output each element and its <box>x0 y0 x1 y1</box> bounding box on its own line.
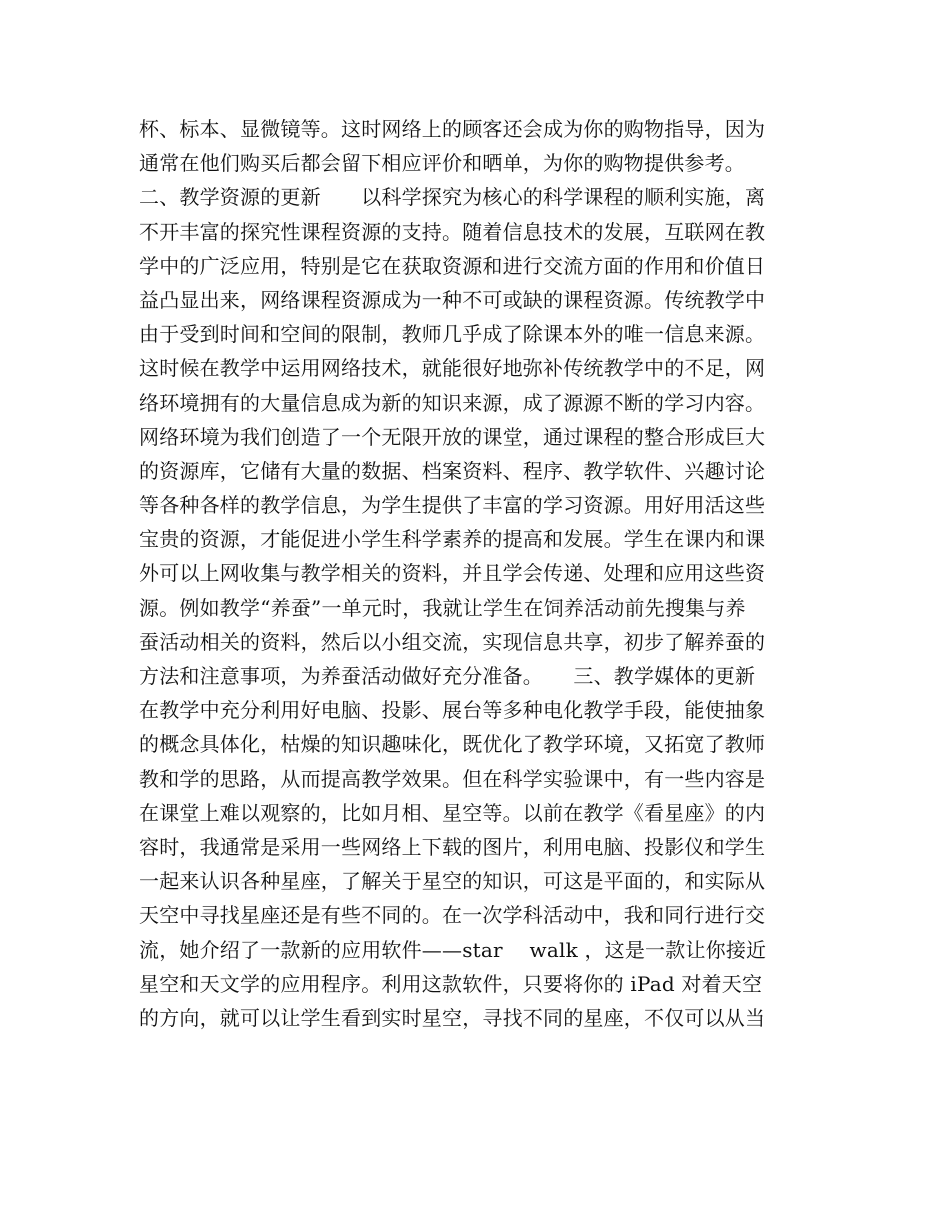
text-line: 方法和注意事项，为养蚕活动做好充分准备。 三、教学媒体的更新 <box>139 664 756 688</box>
text-line: 等各种各样的教学信息，为学生提供了丰富的学习资源。用好用活这些 <box>139 493 766 518</box>
text-line: 的概念具体化，枯燥的知识趣味化，既优化了教学环境，又拓宽了教师 <box>139 732 766 757</box>
text-line: 外可以上网收集与教学相关的资料，并且学会传递、处理和应用这些资 <box>139 561 766 586</box>
text-line: 宝贵的资源，才能促进小学生科学素养的提高和发展。学生在课内和课 <box>139 527 766 552</box>
text-line: 的资源库，它储有大量的数据、档案资料、程序、教学软件、兴趣讨论 <box>139 458 766 483</box>
text-line: 的方向，就可以让学生看到实时星空，寻找不同的星座，不仅可以从当 <box>139 1005 766 1030</box>
text-line: 教和学的思路，从而提高教学效果。但在科学实验课中，有一些内容是 <box>139 766 766 791</box>
body-text <box>139 112 819 1035</box>
text-line: 杯、标本、显微镜等。这时网络上的顾客还会成为你的购物指导，因为 <box>139 117 766 141</box>
text-line: 网络环境为我们创造了一个无限开放的课堂，通过课程的整合形成巨大 <box>139 424 766 449</box>
text-line: 源。例如教学“养蚕”一单元时，我就让学生在饲养活动前先搜集与养 <box>139 595 746 620</box>
text-line: 学中的广泛应用，特别是它在获取资源和进行交流方面的作用和价值日 <box>139 253 766 278</box>
text-line: 天空中寻找星座还是有些不同的。在一次学科活动中，我和同行进行交 <box>139 903 766 928</box>
text-line: 蚕活动相关的资料，然后以小组交流，实现信息共享，初步了解养蚕的 <box>139 629 766 654</box>
text-line: 容时，我通常是采用一些网络上下载的图片，利用电脑、投影仪和学生 <box>139 834 766 859</box>
text-line: 一起来认识各种星座，了解关于星空的知识，可这是平面的，和实际从 <box>139 869 766 894</box>
text-line: 益凸显出来，网络课程资源成为一种不可或缺的课程资源。传统教学中 <box>139 287 766 312</box>
text-line: 二、教学资源的更新 以科学探究为核心的科学课程的顺利实施，离 <box>139 185 766 210</box>
text-line: 不开丰富的探究性课程资源的支持。随着信息技术的发展，互联网在教 <box>139 219 766 244</box>
text-line: 络环境拥有的大量信息成为新的知识来源，成了源源不断的学习内容。 <box>139 390 766 415</box>
text-line: 星空和天文学的应用程序。利用这款软件，只要将你的 iPad 对着天空 <box>139 971 763 996</box>
text-line: 流，她介绍了一款新的应用软件——star walk ，这是一款让你接近 <box>139 937 767 962</box>
text-line: 由于受到时间和空间的限制，教师几乎成了除课本外的唯一信息来源。 <box>139 322 766 347</box>
text-line: 在课堂上难以观察的，比如月相、星空等。以前在教学《看星座》的内 <box>139 800 766 825</box>
text-line: 这时候在教学中运用网络技术，就能很好地弥补传统教学中的不足，网 <box>139 356 766 381</box>
text-line: 在教学中充分利用好电脑、投影、展台等多种电化教学手段，能使抽象 <box>139 698 766 723</box>
text-line: 通常在他们购买后都会留下相应评价和晒单，为你的购物提供参考。 <box>139 151 745 176</box>
